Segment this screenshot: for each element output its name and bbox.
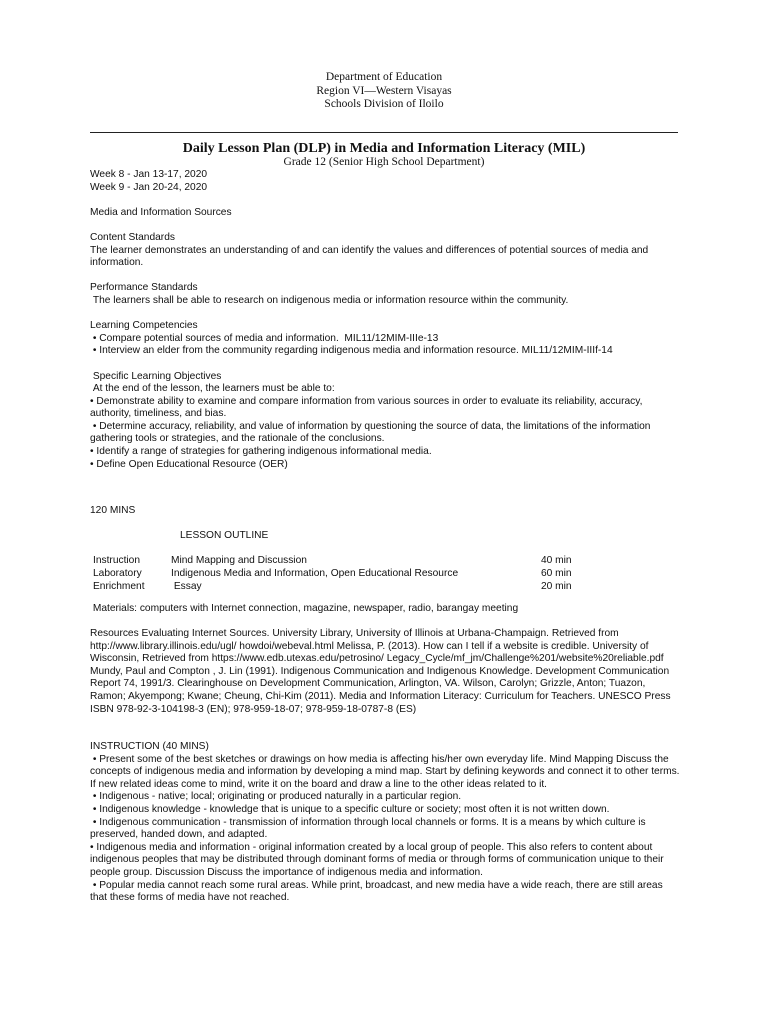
instruction-item: • Popular media cannot reach some rural areas. While print, broadcast, and new media have a wide reach, there are still areas that these forms of media have not reached. [90,879,666,904]
page-subtitle: Grade 12 (Senior High School Department) [283,156,485,168]
duration: 120 MINS [90,505,136,516]
outline-time: 40 min [541,555,572,567]
header-department: Department of Education [325,71,443,83]
resources-section [90,628,680,716]
outline-time: 20 min [541,580,572,592]
outline-activity: Indigenous Media and Information, Open Educational Resource [171,567,459,579]
performance-standards-text: The learners shall be able to research on indigenous media or information resource within the community. [90,294,569,306]
header-region: Region VI—Western Visayas [316,84,452,97]
instruction-item: • Indigenous knowledge - knowledge that is unique to a specific culture or society; most often it is not written down. [90,803,610,815]
learning-competencies-heading: Learning Competencies [90,320,198,332]
objective-item: • Define Open Educational Resource (OER) [90,458,288,470]
instruction-item: • Indigenous communication - transmission of information through local channels or forms. It is a means by which culture is preserved, handed down, and adapted. [90,816,649,841]
week-line: Week 9 - Jan 20-24, 2020 [90,181,208,193]
outline-part: Instruction [93,555,140,567]
objective-item: • Demonstrate ability to examine and compare information from various sources in order to evaluate its reliability, accuracy, authority, timeliness, and bias. [90,395,643,420]
outline-activity: Mind Mapping and Discussion [171,555,307,567]
competency-item: • Interview an elder from the community regarding indigenous media and information resource. MIL11/12MIM-IIIf-14 [90,345,613,357]
department-header [0,71,768,112]
outline-time: 60 min [541,567,572,579]
instruction-item: • Indigenous - native; local; originating or produced naturally in a particular region. [90,791,462,803]
header-divider [90,132,678,133]
outline-section [90,505,680,593]
week-line: Week 8 - Jan 13-17, 2020 [90,169,208,180]
content-standards-heading: Content Standards [90,231,175,243]
outline-row [90,581,680,594]
instruction-item: • Present some of the best sketches or drawings on how media is affecting his/her own everyday life. Mind Mapping Discuss the concepts of indigenous media and information by developing a mind map. Start by defining keywords and connect it to other terms. If new related ideas come to mind, write it on the board and draw a line to the other ideas related to it. [90,753,683,790]
outline-part: Enrichment [93,580,145,592]
materials-section [90,603,680,616]
objectives-intro: At the end of the lesson, the learners must be able to: [90,383,335,395]
document-body [90,169,680,471]
performance-standards-heading: Performance Standards [90,282,198,294]
header-division: Schools Division of Iloilo [324,98,444,110]
instruction-heading: INSTRUCTION (40 MINS) [90,741,209,752]
content-standards-text: The learner demonstrates an understanding of and can identify the values and differences of potential sources of media and information. [90,244,649,269]
objective-item: • Identify a range of strategies for gathering indigenous informational media. [90,446,432,458]
materials: Materials: computers with Internet connection, magazine, newspaper, radio, barangay meeting [90,603,519,614]
outline-activity: Essay [171,580,202,592]
competency-item: • Compare potential sources of media and information. MIL11/12MIM-IIIe-13 [90,332,439,344]
instruction-section [90,741,683,905]
lesson-outline-heading: LESSON OUTLINE [180,530,269,542]
outline-row [90,555,680,568]
outline-part: Laboratory [93,567,142,579]
objective-item: • Determine accuracy, reliability, and value of information by questioning the source of data, the limitations of the information gathering tools or strategies, and the rationale of the conclusions. [90,420,654,445]
objectives-heading: Specific Learning Objectives [90,370,222,382]
resources: Resources Evaluating Internet Sources. University Library, University of Illinois at Urbana-Champaign. Retrieved from http://www.library.illinois.edu/ugl/ howdoi/webeval.html Melissa, P. (2013). How can I tell if a website is credible. University of Wisconsin, Retrieved from https://www.edb.utexas.edu/petrosino/ Legacy_Cycle/mf_jm/Challenge%201/website%20reliable.pdf Mundy, Paul and Compton , J. Lin (1991). Indigenous Communication and Indigenous Knowledge. Development Communication Report 74, 1991/3. Clearinghouse on Development Communication, Arlington, VA. Wilson, Carolyn; Grizzle, Anton; Tuazon, Ramon; Akyempong; Kwane; Cheung, Chi-Kim (2011). Media and Information Literacy: Curriculum for Teachers. UNESCO Press ISBN 978-92-3-104198-3 (EN); 978-959-18-07; 978-959-18-0787-8 (ES) [90,628,671,715]
page-title: Daily Lesson Plan (DLP) in Media and Information Literacy (MIL) [182,141,586,156]
instruction-item: • Indigenous media and information - original information created by a local group of people. This also refers to content about indigenous peoples that may be distributed through dominant forms of media or through forms of communication unique to their people group. Discussion Discuss the importance of indigenous media and information. [90,841,664,878]
outline-row [90,568,680,581]
topic: Media and Information Sources [90,206,232,218]
